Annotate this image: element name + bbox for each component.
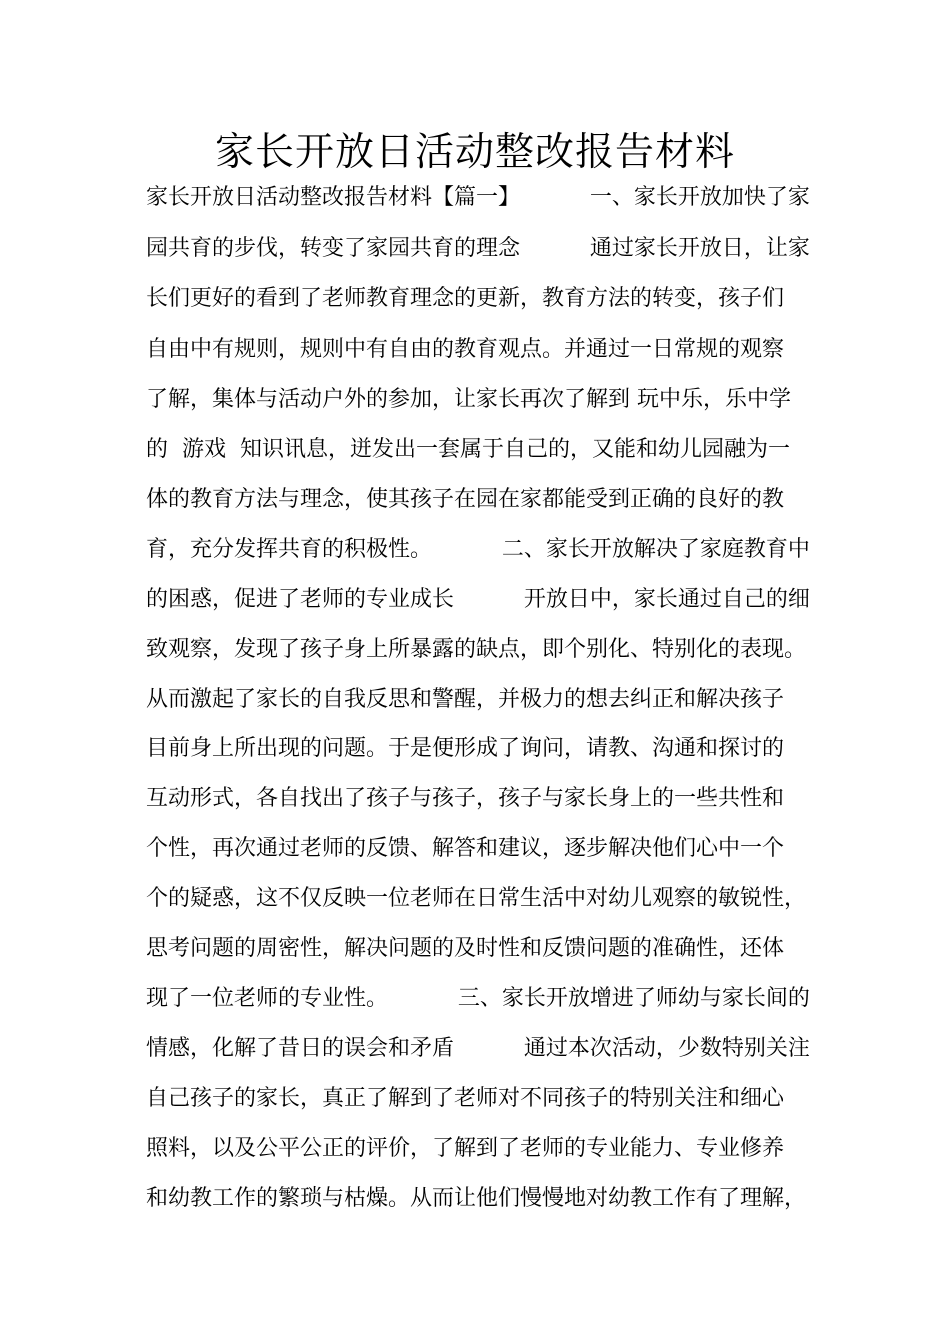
body-line-10: 致观察，发现了孩子身上所暴露的缺点，即个别化、特别化的表现。 bbox=[146, 637, 807, 662]
body-line-9: 的困惑，促进了老师的专业成长 开放日中，家长通过自己的细 bbox=[146, 587, 810, 612]
body-line-12: 目前身上所出现的问题。于是便形成了询问，请教、沟通和探讨的 bbox=[146, 736, 785, 761]
body-line-11: 从而激起了家长的自我反思和警醒，并极力的想去纠正和解决孩子 bbox=[146, 687, 785, 712]
body-line-5: 了解，集体与活动户外的参加，让家长再次了解到 玩中乐，乐中学 bbox=[146, 387, 791, 412]
body-line-7: 体的教育方法与理念，使其孩子在园在家都能受到正确的良好的教 bbox=[146, 487, 785, 512]
body-line-14: 个性，再次通过老师的反馈、解答和建议，逐步解决他们心中一个 bbox=[146, 836, 785, 861]
body-line-2: 园共育的步伐，转变了家园共育的理念 通过家长开放日，让家 bbox=[146, 236, 810, 261]
body-line-21: 和幼教工作的繁琐与枯燥。从而让他们慢慢地对幼教工作有了理解， bbox=[146, 1186, 807, 1211]
document-title: 家长开放日活动整改报告材料 bbox=[214, 130, 735, 175]
body-line-3: 长们更好的看到了老师教育理念的更新，教育方法的转变，孩子们 bbox=[146, 286, 785, 311]
body-line-15: 个的疑惑，这不仅反映一位老师在日常生活中对幼儿观察的敏锐性， bbox=[146, 886, 807, 911]
body-line-4: 自由中有规则，规则中有自由的教育观点。并通过一日常规的观察 bbox=[146, 337, 785, 362]
body-line-20: 照料，以及公平公正的评价，了解到了老师的专业能力、专业修养 bbox=[146, 1136, 785, 1161]
body-line-13: 互动形式，各自找出了孩子与孩子，孩子与家长身上的一些共性和 bbox=[146, 786, 785, 811]
body-line-8: 育，充分发挥共育的积极性。 二、家长开放解决了家庭教育中 bbox=[146, 537, 810, 562]
body-line-6: 的 游戏 知识讯息，迸发出一套属于自己的，又能和幼儿园融为一 bbox=[146, 437, 790, 462]
body-line-18: 情感，化解了昔日的误会和矛盾 通过本次活动，少数特别关注 bbox=[146, 1036, 810, 1061]
body-line-17: 现了一位老师的专业性。 三、家长开放增进了师幼与家长间的 bbox=[146, 986, 810, 1011]
body-line-1: 家长开放日活动整改报告材料【篇一】 一、家长开放加快了家 bbox=[146, 185, 810, 210]
body-line-16: 思考问题的周密性，解决问题的及时性和反馈问题的准确性，还体 bbox=[146, 936, 785, 961]
body-line-19: 自己孩子的家长，真正了解到了老师对不同孩子的特别关注和细心 bbox=[146, 1086, 785, 1111]
